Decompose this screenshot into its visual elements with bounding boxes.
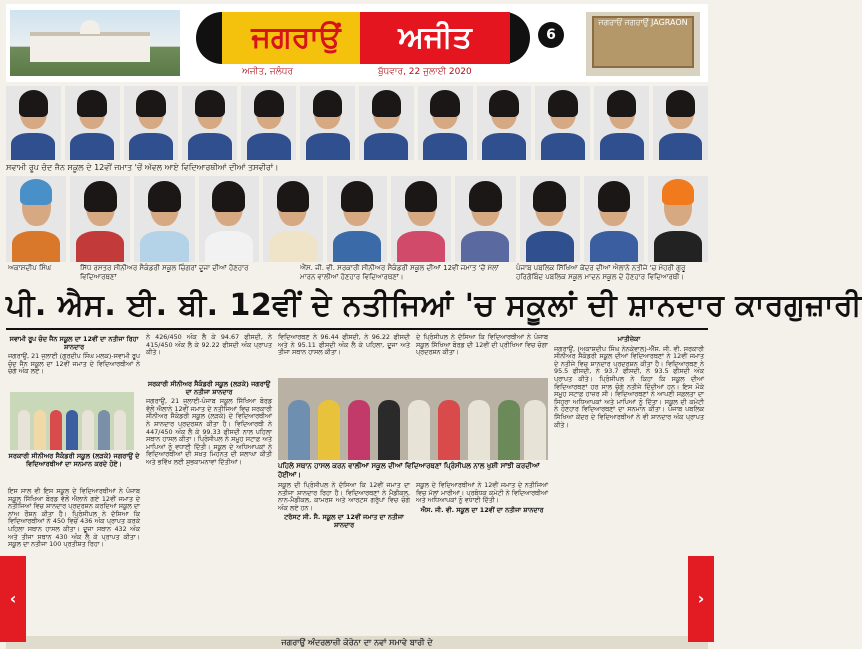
article-subheading: ਟਰੱਸਟ ਸੀ. ਸੈ. ਸਕੂਲ ਦਾ 12ਵੀਂ ਜਮਾਤ ਦਾ ਨਤੀਜਾ ਸ਼ਾਨਦਾਰ [284,513,404,529]
student-photo [477,86,532,160]
masthead-subline [202,66,532,80]
headline-rule [6,328,708,330]
student-photo [594,86,649,160]
article-text: ਜਗਰਾਉਂ, (ਅਕਾਸ਼ਦੀਪ ਸਿੰਘ ਨੇਨਕੇਵਾਲ)-ਐੱਸ. ਜੀ. ਵੀ. ਸਰਕਾਰੀ ਸੀਨੀਅਰ ਸੈਕੰਡਰੀ ਸਕੂਲ ਦੀਆਂ ਵਿਦਿਆਰਥਣਾਂ ਨੇ 12ਵੀਂ ਜਮਾਤ ਦੇ ਨਤੀਜੇ ਵਿਚ ਸ਼ਾਨਦਾਰ ਪ੍ਰਦਰਸ਼ਨ ਕੀਤਾ ਹੈ। ਵਿਦਿਆਰਥਣ ਨੇ 95.5 ਫੀਸਦੀ, ਨੇ 93.7 ਫੀਸਦੀ, ਨੇ 93.5 ਫੀਸਦੀ ਅੰਕ ਪ੍ਰਾਪਤ ਕੀਤੇ। ਪ੍ਰਿੰਸੀਪਲ ਨੇ ਕਿਹਾ ਕਿ ਸਕੂਲ ਦੀਆਂ ਵਿਦਿਆਰਥਣਾਂ ਹਰ ਸਾਲ ਚੰਗੇ ਨਤੀਜੇ ਦਿੰਦੀਆਂ ਹਨ। ਇਸ ਮੌਕੇ ਸਮੂਹ ਸਟਾਫ਼ ਹਾਜ਼ਰ ਸੀ। ਵਿਦਿਆਰਥਣਾਂ ਨੇ ਆਪਣੀ ਸਫ਼ਲਤਾ ਦਾ ਸਿਹਰਾ ਅਧਿਆਪਕਾਂ ਅਤੇ ਮਾਪਿਆਂ ਨੂੰ ਦਿੱਤਾ। ਸਕੂਲ ਦੀ ਕਮੇਟੀ ਨੇ ਹੋਣਹਾਰ ਵਿਦਿਆਰਥਣਾਂ ਦਾ ਸਨਮਾਨ ਕੀਤਾ। ਪੰਜਾਬ ਪਬਲਿਕ ਸਿੱਖਿਆ ਕੇਂਦਰ ਦੇ ਵਿਦਿਆਰਥੀਆਂ ਨੇ ਵੀ ਸ਼ਾਨਦਾਰ ਅੰਕ ਪ੍ਰਾਪਤ ਕੀਤੇ। [554,344,704,429]
article-text: ਸਕੂਲ ਦੀ ਪ੍ਰਿੰਸੀਪਲ ਨੇ ਦੱਸਿਆ ਕਿ 12ਵੀਂ ਜਮਾਤ ਦਾ ਨਤੀਜਾ ਸ਼ਾਨਦਾਰ ਰਿਹਾ ਹੈ। ਵਿਦਿਆਰਥਣਾਂ ਨੇ ਮੈਡੀਕਲ, ਨਾਨ-ਮੈਡੀਕਲ, ਕਾਮਰਸ ਅਤੇ ਆਰਟਸ ਗਰੁੱਪਾਂ ਵਿਚ ਚੰਗੇ ਅੰਕ ਲਏ ਹਨ। [278,481,410,512]
article-text: ਸਕੂਲ ਦੇ ਵਿਦਿਆਰਥੀਆਂ ਨੇ 12ਵੀਂ ਜਮਾਤ ਦੇ ਨਤੀਜਿਆਂ ਵਿਚ ਮੱਲਾਂ ਮਾਰੀਆਂ। ਪ੍ਰਬੰਧਕ ਕਮੇਟੀ ਨੇ ਵਿਦਿਆਰਥੀਆਂ ਅਤੇ ਅਧਿਆਪਕਾਂ ਨੂੰ ਵਧਾਈ ਦਿੱਤੀ। [416,481,548,505]
student-photo [520,176,580,262]
student-photo [300,86,355,160]
article-subheading: ਐਸ. ਜੀ. ਵੀ. ਸਕੂਲ ਦਾ 12ਵੀਂ ਦਾ ਨਤੀਜਾ ਸ਼ਾਨਦਾਰ [420,505,544,514]
page-headline: ਪੀ. ਐਸ. ਈ. ਬੀ. 12ਵੀਂ ਦੇ ਨਤੀਜਿਆਂ 'ਚ ਸਕੂਲਾਂ ਦੀ ਸ਼ਾਨਦਾਰ ਕਾਰਗੁਜ਼ਾਰੀ [6,288,862,323]
student-photo [535,86,590,160]
student-photo [134,176,194,262]
student-photo [70,176,130,262]
student-photo [418,86,473,160]
logo-left-text: ਜਗਰਾਉਂ [251,20,341,55]
page-number: 6 [538,22,564,48]
gate-sign-text: ਜਗਰਾਓਂ ਜਗਰਾਉਂ JAGRAON [598,18,688,27]
masthead [6,4,708,82]
building-photo [10,10,180,76]
article-col-5 [554,334,704,634]
student-photo [359,86,414,160]
student-photo [6,176,66,262]
student-photo [653,86,708,160]
logo-right-text: ਅਜੀਤ [398,20,472,55]
edition-city: ਅਜੀਤ, ਜਲੰਧਰ [242,67,294,77]
row-2-caption-a: ਅਕਾਸ਼ਦੀਪ ਸਿੰਘ [8,264,52,272]
article-col-4-top: ਦੇ ਪ੍ਰਿੰਸੀਪਲ ਨੇ ਦੱਸਿਆ ਕਿ ਵਿਦਿਆਰਥੀਆਂ ਨੇ ਪੰਜਾਬ ਸਕੂਲ ਸਿੱਖਿਆ ਬੋਰਡ ਦੀ 12ਵੀਂ ਦੀ ਪ੍ਰੀਖਿਆ ਵਿਚ ਚੰਗਾ ਪ੍ਰਦਰਸ਼ਨ ਕੀਤਾ। [416,333,548,357]
next-story-strip: ਜਗਰਾਉਂ ਅੰਦਰਲਾਜ਼ੀ ਕੋਰੋਨਾ ਦਾ ਨਵਾਂ ਸਮਾਵੇ ਬਾਰੀ ਦੇ [6,636,708,649]
student-photo [124,86,179,160]
article-col-1-bottom: ਇਸ ਸਾਲ ਵੀ ਇਸ ਸਕੂਲ ਦੇ ਵਿਦਿਆਰਥੀਆਂ ਨੇ ਪੰਜਾਬ ਸਕੂਲ ਸਿੱਖਿਆ ਬੋਰਡ ਵੱਲੋਂ ਐਲਾਨੇ ਗਏ 12ਵੀਂ ਜਮਾਤ ਦੇ ਨਤੀਜਿਆਂ ਵਿਚ ਸ਼ਾਨਦਾਰ ਪ੍ਰਦਰਸ਼ਨ ਕਰਦਿਆਂ ਸਕੂਲ ਦਾ ਨਾਂਅ ਰੌਸ਼ਨ ਕੀਤਾ ਹੈ। ਪ੍ਰਿੰਸੀਪਲ ਨੇ ਦੱਸਿਆ ਕਿ ਵਿਦਿਆਰਥੀਆਂ ਨੇ 450 ਵਿਚੋਂ 436 ਅੰਕ ਪ੍ਰਾਪਤ ਕਰਕੇ ਪਹਿਲਾ ਸਥਾਨ ਹਾਸਲ ਕੀਤਾ। ਦੂਜਾ ਸਥਾਨ 432 ਅੰਕ ਅਤੇ ਤੀਜਾ ਸਥਾਨ 430 ਅੰਕ ਲੈ ਕੇ ਪ੍ਰਾਪਤ ਕੀਤਾ। ਸਕੂਲ ਦਾ ਨਤੀਜਾ 100 ਪ੍ਰਤੀਸ਼ਤ ਰਿਹਾ। [8,487,140,549]
row-2-caption-b: ਸਿੱਧ ਰਸਤਰ ਸੀਨੀਅਰ ਸੈਕੰਡਰੀ ਸਕੂਲ ਚਿੰਗਰਾਂ ਦੂਜਾ ਦੀਆਂ ਹੋਣਹਾਰ ਵਿਦਿਆਰਥਣਾਂ [80,264,249,281]
article-subheading: ਸਰਕਾਰੀ ਸੀਨੀਅਰ ਸੈਕੰਡਰੀ ਸਕੂਲ (ਲੜਕੇ) ਜਗਰਾਉਂ ਦਾ ਨਤੀਜਾ ਸ਼ਾਨਦਾਰ [147,380,271,396]
article-col-3-bottom [278,482,410,638]
article-text: ਜਗਰਾਉਂ, 21 ਜੁਲਾਈ (ਗੁਰਦੀਪ ਸਿੰਘ ਮਲਕ)-ਸਵਾਮੀ ਰੂਪ ਚੰਦ ਜੈਨ ਸਕੂਲ ਦਾ 12ਵੀਂ ਜਮਾਤ ਦੇ ਵਿਦਿਆਰਥੀਆਂ ਨੇ ਚੰਗੇ ਅੰਕ ਲਏ। [8,352,140,376]
next-page-button[interactable]: › [688,556,714,642]
article-col-1-top [8,334,140,382]
article-col-4-bottom [416,482,548,638]
student-photo [6,86,61,160]
edition-date: ਬੁੱਧਵਾਰ, 22 ਜੁਲਾਈ 2020 [378,67,472,77]
article-col-2-bottom [146,378,272,638]
article-col-2-top: ਨੇ 426/450 ਅੰਕ ਲੈ ਕੇ 94.67 ਫੀਸਦੀ, ਨੇ 415/450 ਅੰਕ ਲੈ ਕੇ 92.22 ਫੀਸਦੀ ਅੰਕ ਪ੍ਰਾਪਤ ਕੀਤੇ। [146,333,272,357]
gate-photo [586,12,700,76]
previous-page-button[interactable]: ‹ [0,556,26,642]
row-2-caption-c: ਐੱਸ. ਜੀ. ਵੀ. ਸਰਕਾਰੀ ਸੀਨੀਅਰ ਸੈਕੰਡਰੀ ਸਕੂਲ ਦੀਆਂ 12ਵੀਂ ਜਮਾਤ 'ਚੋਂ ਮੱਲਾਂ ਮਾਰਨ ਵਾਲੀਆਂ ਹੋਣਹਾਰ ਵਿਦਿਆਰਥਣਾਂ। [300,264,499,281]
group-photo [278,378,548,460]
article-subheading: ਮਾਤੀਜ਼ੇਕਾ [617,335,641,343]
student-photo [65,86,120,160]
student-photo [263,176,323,262]
student-photos-row-2 [6,176,708,262]
student-photo [648,176,708,262]
newspaper-logo [196,12,530,64]
student-photos-row-1 [6,86,708,160]
row-2-caption-d: ਪੰਜਾਬ ਪਬਲਿਕ ਸਿੱਖਿਆ ਕੇਂਦਰ ਦੀਆਂ ਐਲਾਨੇ ਨਤੀਜੇ 'ਚ ਮੋਹਰੀ ਗੁਰੂ ਹਰਿਗੋਬਿੰਦ ਪਬਲਿਕ ਸਕੂਲ ਮਾਦਨ ਸਕੂਲ ਦੇ ਹੋਣਹਾਰ ਵਿਦਿਆਰਥੀ। [516,264,686,281]
felicitation-photo [10,392,134,450]
article-subheading: ਸਵਾਮੀ ਰੂਪ ਚੰਦ ਜੈਨ ਸਕੂਲ ਦਾ 12ਵੀਂ ਦਾ ਨਤੀਜਾ ਰਿਹਾ ਸ਼ਾਨਦਾਰ [9,335,139,351]
student-photo [455,176,515,262]
felicitation-caption: ਸਰਕਾਰੀ ਸੀਨੀਅਰ ਸੈਕੰਡਰੀ ਸਕੂਲ (ਲੜਕੇ) ਜਗਰਾਉਂ ਦੇ ਵਿਦਿਆਰਥੀਆਂ ਦਾ ਸਨਮਾਨ ਕਰਦੇ ਹੋਏ। [8,452,140,468]
student-photo [327,176,387,262]
row-1-caption: ਸਵਾਮੀ ਰੂਪ ਚੰਦ ਜੈਨ ਸਕੂਲ ਦੇ 12ਵੀਂ ਜਮਾਤ 'ਚੋਂ ਅੱਵਲ ਆਏ ਵਿਦਿਆਰਥੀਆਂ ਦੀਆਂ ਤਸਵੀਰਾਂ। [6,163,279,172]
article-text: ਜਗਰਾਉਂ, 21 ਜੁਲਾਈ-ਪੰਜਾਬ ਸਕੂਲ ਸਿੱਖਿਆ ਬੋਰਡ ਵੱਲੋਂ ਐਲਾਨੇ 12ਵੀਂ ਜਮਾਤ ਦੇ ਨਤੀਜਿਆਂ ਵਿਚ ਸਰਕਾਰੀ ਸੀਨੀਅਰ ਸੈਕੰਡਰੀ ਸਕੂਲ (ਲੜਕੇ) ਦੇ ਵਿਦਿਆਰਥੀਆਂ ਨੇ ਸ਼ਾਨਦਾਰ ਪ੍ਰਦਰਸ਼ਨ ਕੀਤਾ ਹੈ। ਵਿਦਿਆਰਥੀ ਨੇ 447/450 ਅੰਕ ਲੈ ਕੇ 99.33 ਫੀਸਦੀ ਨਾਲ ਪਹਿਲਾ ਸਥਾਨ ਹਾਸਲ ਕੀਤਾ। ਪ੍ਰਿੰਸੀਪਲ ਨੇ ਸਮੂਹ ਸਟਾਫ਼ ਅਤੇ ਮਾਪਿਆਂ ਨੂੰ ਵਧਾਈ ਦਿੱਤੀ। ਸਕੂਲ ਦੇ ਅਧਿਆਪਕਾਂ ਨੇ ਵਿਦਿਆਰਥੀਆਂ ਦੀ ਸਖ਼ਤ ਮਿਹਨਤ ਦੀ ਸ਼ਲਾਘਾ ਕੀਤੀ ਅਤੇ ਭਵਿੱਖ ਲਈ ਸ਼ੁਭਕਾਮਨਾਵਾਂ ਦਿੱਤੀਆਂ। [146,397,272,466]
student-photo [241,86,296,160]
student-photo [391,176,451,262]
article-col-3-top: ਵਿਦਿਆਰਥਣ ਨੇ 96.44 ਫੀਸਦੀ, ਨੇ 96.22 ਫੀਸਦੀ ਅਤੇ ਨੇ 95.11 ਫੀਸਦੀ ਅੰਕ ਲੈ ਕੇ ਪਹਿਲਾ, ਦੂਜਾ ਅਤੇ ਤੀਜਾ ਸਥਾਨ ਹਾਸਲ ਕੀਤਾ। [278,333,410,357]
student-photo [182,86,237,160]
student-photo [199,176,259,262]
student-photo [584,176,644,262]
group-photo-caption: ਪਹਿਲੇ ਸਥਾਨ ਹਾਸਲ ਕਰਨ ਵਾਲੀਆਂ ਸਕੂਲ ਦੀਆਂ ਵਿਦਿਆਰਥਣਾਂ ਪ੍ਰਿੰਸੀਪਲ ਨਾਲ ਖੁਸ਼ੀ ਸਾਂਝੀ ਕਰਦੀਆਂ ਹੋਈਆਂ। [278,462,540,479]
